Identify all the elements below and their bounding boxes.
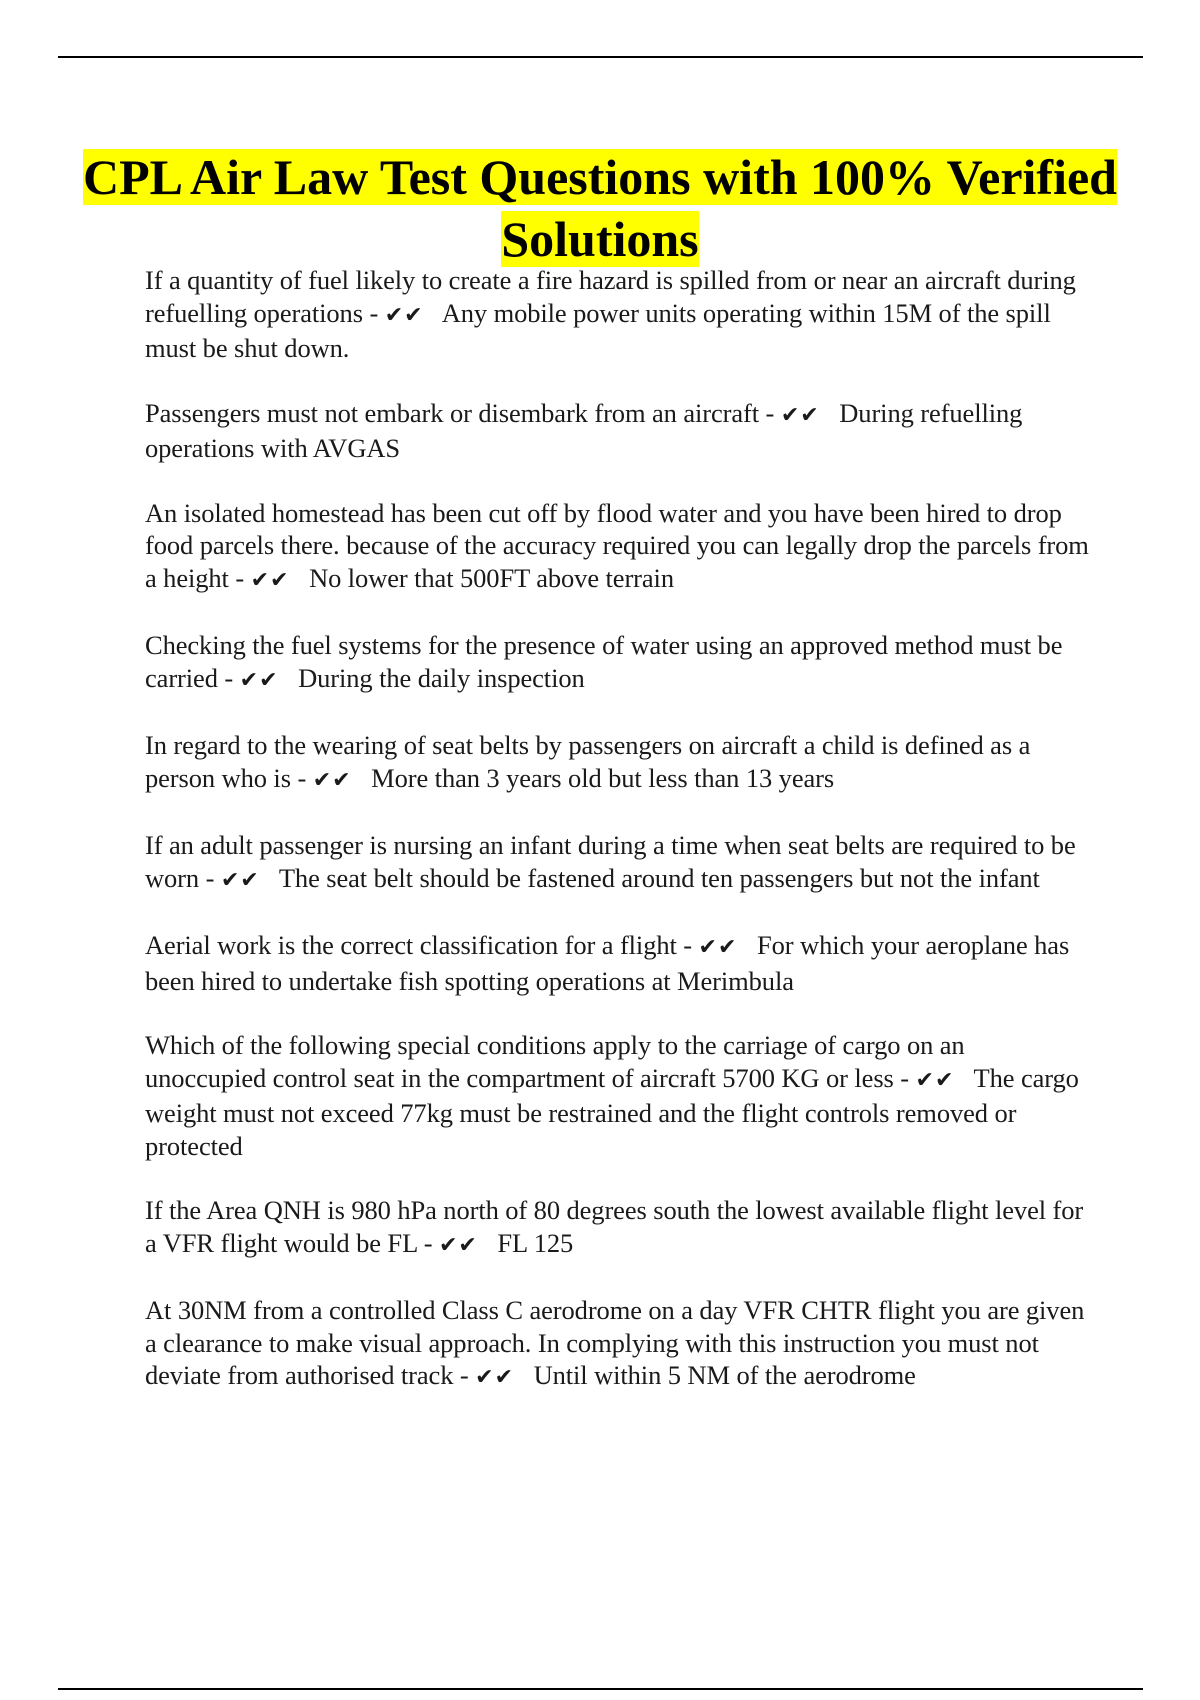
answer-text: During the daily inspection xyxy=(298,662,585,693)
qa-item xyxy=(145,397,1090,465)
question-separator: - xyxy=(417,1227,439,1258)
question-text: If a quantity of fuel likely to create a fire hazard is spilled from or near an aircraft during refuelling operations xyxy=(145,265,1076,328)
question-separator: - xyxy=(199,862,221,893)
answer-text: The cargo weight must not exceed 77kg must be restrained and the flight controls removed or protected xyxy=(145,1062,1079,1161)
answer-text: Any mobile power units operating within 15M of the spill must be shut down. xyxy=(145,297,1051,363)
double-check-icon: ✔✔ xyxy=(312,767,352,793)
double-check-icon: ✔✔ xyxy=(239,667,279,693)
question-separator: - xyxy=(759,397,781,428)
qa-item xyxy=(145,629,1090,697)
answer-text: More than 3 years old but less than 13 years xyxy=(371,762,835,793)
answer-text: Until within 5 NM of the aerodrome xyxy=(533,1360,916,1390)
double-check-icon: ✔✔ xyxy=(220,867,260,893)
question-separator: - xyxy=(893,1062,916,1093)
footer-rule xyxy=(58,1688,1143,1690)
answer-text: For which your aeroplane has been hired to undertake fish spotting operations at Merimbula xyxy=(145,930,1070,996)
qa-item xyxy=(145,1194,1090,1262)
answer-text: The seat belt should be fastened around ten passengers but not the infant xyxy=(278,862,1040,893)
double-check-icon: ✔✔ xyxy=(780,402,820,428)
qa-item xyxy=(145,264,1090,365)
qa-item xyxy=(145,829,1090,897)
question-text: Aerial work is the correct classification for a flight xyxy=(145,930,677,960)
double-check-icon: ✔✔ xyxy=(250,567,290,593)
qa-item xyxy=(145,929,1090,997)
document-title: CPL Air Law Test Questions with 100% Verified Solutions xyxy=(83,149,1117,267)
qa-item xyxy=(145,1294,1090,1395)
answer-text: FL 125 xyxy=(497,1227,574,1258)
question-text: Passengers must not embark or disembark from an aircraft xyxy=(145,397,760,428)
header-rule xyxy=(58,56,1143,58)
question-text: If an adult passenger is nursing an infant during a time when seat belts are required to be worn xyxy=(145,830,1076,893)
question-text: An isolated homestead has been cut off by flood water and you have been hired to drop food parcels there. because of the accuracy required you can legally drop the parcels from a height xyxy=(145,497,1089,593)
double-check-icon: ✔✔ xyxy=(475,1365,515,1390)
question-text: At 30NM from a controlled Class C aerodrome on a day VFR CHTR flight you are given a clearance to make visual approach. In complying with this instruction you must not deviate from authorised track xyxy=(145,1295,1085,1390)
question-separator: - xyxy=(362,297,385,328)
question-list xyxy=(145,264,1090,1427)
qa-item xyxy=(145,497,1090,598)
qa-item xyxy=(145,1029,1090,1162)
title-block xyxy=(60,146,1140,270)
answer-text: No lower that 500FT above terrain xyxy=(309,562,674,593)
question-text: Which of the following special conditions apply to the carriage of cargo on an unoccupied control seat in the compartment of aircraft 5700 KG or less xyxy=(145,1030,965,1093)
question-separator: - xyxy=(290,762,313,793)
question-separator: - xyxy=(453,1360,476,1390)
question-separator: - xyxy=(676,930,699,960)
double-check-icon: ✔✔ xyxy=(698,935,738,960)
question-text: In regard to the wearing of seat belts by passengers on aircraft a child is defined as a person who is xyxy=(145,730,1031,793)
qa-item xyxy=(145,729,1090,797)
question-text: Checking the fuel systems for the presence of water using an approved method must be carried xyxy=(145,630,1063,693)
question-separator: - xyxy=(228,562,251,593)
answer-text: During refuelling operations with AVGAS xyxy=(145,397,1023,463)
double-check-icon: ✔✔ xyxy=(384,302,424,328)
question-text: If the Area QNH is 980 hPa north of 80 degrees south the lowest available flight level for a VFR flight would be FL xyxy=(145,1195,1084,1258)
double-check-icon: ✔✔ xyxy=(438,1232,478,1258)
double-check-icon: ✔✔ xyxy=(915,1067,955,1093)
question-separator: - xyxy=(217,662,240,693)
